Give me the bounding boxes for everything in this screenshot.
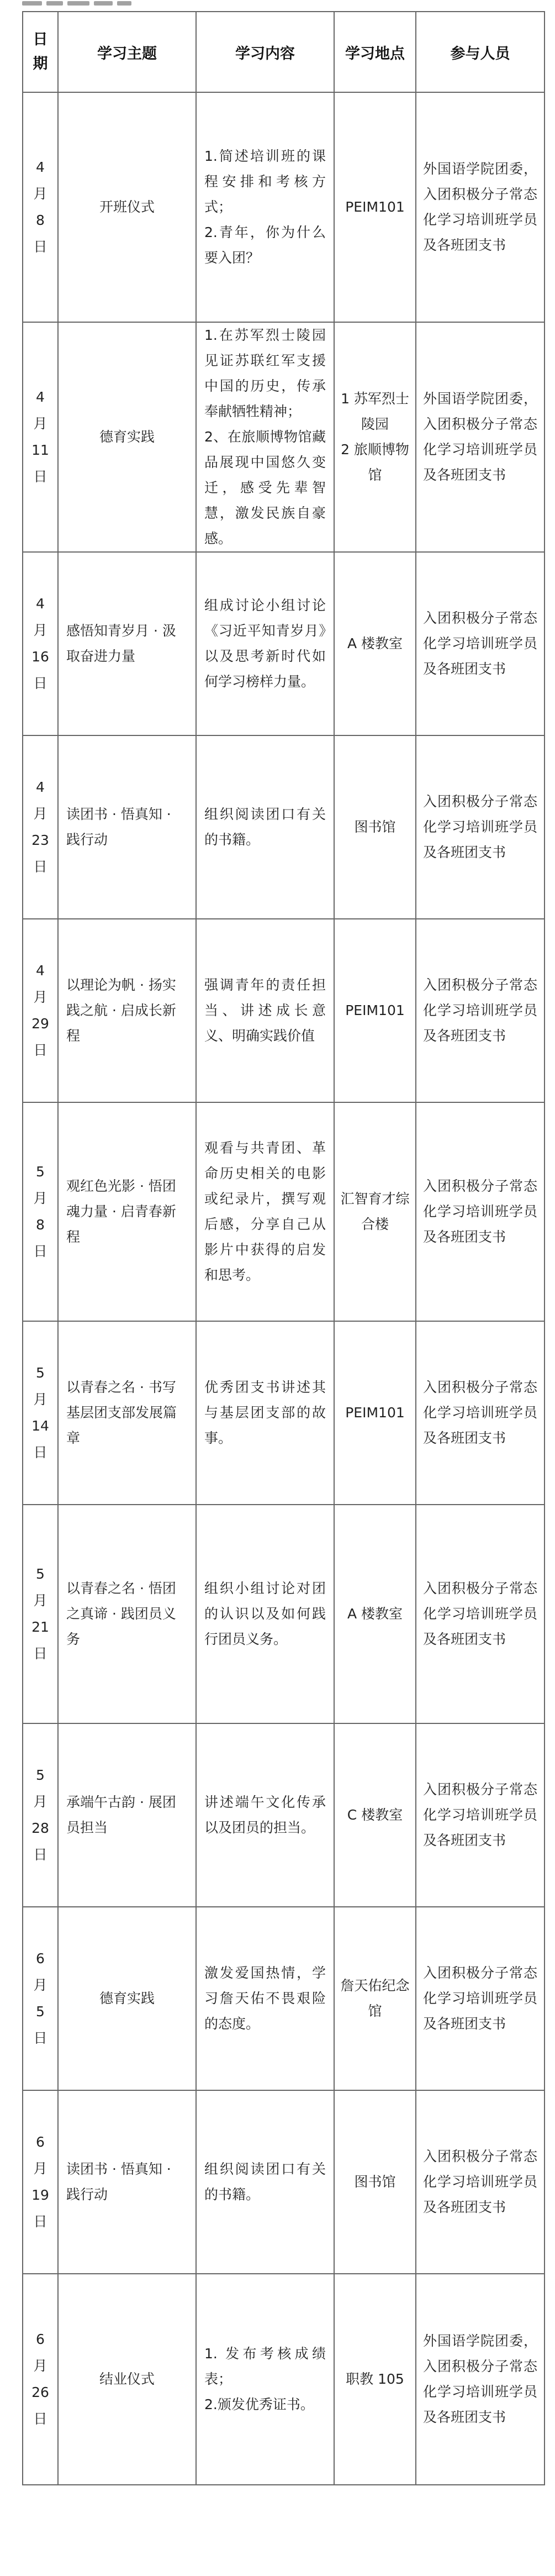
place-cell	[334, 919, 416, 1102]
date-cell	[23, 2274, 58, 2485]
topic-cell	[58, 1321, 196, 1505]
topic-cell-text: 读团书 · 悟真知 · 践行动	[66, 2161, 171, 2202]
date-cell	[23, 735, 58, 919]
content-cell-text: 1.在苏军烈士陵园见证苏联红军支援中国的历史，传承奉献牺牲精神； 2、在旅顺博物馆藏品展现中国悠久变迁，感受先辈智慧，激发民族自豪感。	[204, 327, 326, 546]
place-cell-text: PEIM101	[345, 1002, 405, 1018]
topic-cell	[58, 735, 196, 919]
topic-cell	[58, 1907, 196, 2090]
content-cell-text: 观看与共青团、革命历史相关的电影或纪录片，撰写观后感，分享自己从影片中获得的启发和思考。	[204, 1140, 326, 1283]
date-cell-text: 4 月 29 日	[31, 963, 49, 1058]
people-cell-text: 入团积极分子常态化学习培训班学员及各班团支书	[423, 793, 537, 860]
topic-cell	[58, 2274, 196, 2485]
date-cell-text: 6 月 19 日	[31, 2134, 49, 2230]
topic-cell-text: 以理论为帆 · 扬实践之航 · 启成长新程	[66, 977, 176, 1044]
people-cell	[416, 2274, 545, 2485]
place-cell-text: 职教 105	[346, 2371, 404, 2387]
people-cell-text: 入团积极分子常态化学习培训班学员及各班团支书	[423, 1178, 537, 1245]
content-cell	[196, 552, 334, 735]
place-cell	[334, 322, 416, 552]
place-cell-text: 1 苏军烈士陵园 2 旅顺博物馆	[341, 391, 409, 483]
topic-cell-text: 开班仪式	[99, 199, 155, 215]
place-cell	[334, 1723, 416, 1907]
content-cell	[196, 2274, 334, 2485]
content-cell	[196, 1907, 334, 2090]
people-cell	[416, 552, 545, 735]
schedule-table	[22, 11, 545, 2485]
content-cell	[196, 1723, 334, 1907]
date-cell-text: 4 月 8 日	[33, 159, 47, 255]
date-cell-text: 5 月 8 日	[33, 1164, 47, 1259]
topic-cell	[58, 1723, 196, 1907]
topic-cell	[58, 552, 196, 735]
content-cell	[196, 1505, 334, 1723]
place-cell-text: PEIM101	[345, 199, 405, 215]
table-row	[23, 552, 545, 735]
people-cell	[416, 1102, 545, 1321]
date-cell	[23, 1102, 58, 1321]
topic-cell	[58, 1102, 196, 1321]
topic-cell-text: 德育实践	[99, 429, 155, 445]
content-cell-text: 1.简述培训班的课程安排和考核方式； 2.青年，你为什么要入团？	[204, 148, 326, 266]
place-cell	[334, 1321, 416, 1505]
content-cell	[196, 1102, 334, 1321]
date-cell	[23, 552, 58, 735]
place-cell-text: PEIM101	[345, 1405, 405, 1421]
topic-cell	[58, 2090, 196, 2274]
place-cell	[334, 1505, 416, 1723]
people-cell	[416, 1907, 545, 2090]
place-cell-text: 詹天佑纪念馆	[340, 1978, 410, 2019]
people-cell-text: 入团积极分子常态化学习培训班学员及各班团支书	[423, 1580, 537, 1647]
content-cell-text: 讲述端午文化传承以及团员的担当。	[204, 1794, 326, 1836]
place-cell-text: 图书馆	[354, 2174, 396, 2190]
table-row	[23, 2274, 545, 2485]
header-people: 参与人员	[416, 12, 545, 92]
place-cell	[334, 2090, 416, 2274]
people-cell	[416, 1321, 545, 1505]
topic-cell-text: 以青春之名 · 悟团之真谛 · 践团员义务	[66, 1580, 176, 1647]
topic-cell-text: 读团书 · 悟真知 · 践行动	[66, 806, 171, 848]
topic-cell-text: 以青春之名 · 书写基层团支部发展篇章	[66, 1379, 177, 1446]
people-cell	[416, 322, 545, 552]
place-cell	[334, 552, 416, 735]
topic-cell-text: 结业仪式	[99, 2371, 155, 2387]
content-cell-text: 强调青年的责任担当、讲述成长意义、明确实践价值	[204, 977, 326, 1044]
topic-cell-text: 观红色光影 · 悟团魂力量 · 启青春新程	[66, 1178, 176, 1245]
content-cell-text: 组织小组讨论对团的认识以及如何践行团员义务。	[204, 1580, 326, 1647]
date-cell	[23, 322, 58, 552]
topic-cell	[58, 1505, 196, 1723]
topic-cell-text: 德育实践	[99, 1990, 155, 2006]
date-cell	[23, 1907, 58, 2090]
topic-cell-text: 承端午古韵 · 展团员担当	[66, 1794, 176, 1836]
content-cell	[196, 2090, 334, 2274]
date-cell	[23, 2090, 58, 2274]
table-row	[23, 92, 545, 322]
place-cell-text: A 楼教室	[347, 1606, 403, 1622]
content-cell	[196, 735, 334, 919]
place-cell	[334, 735, 416, 919]
table-row	[23, 1102, 545, 1321]
people-cell-text: 外国语学院团委，入团积极分子常态化学习培训班学员及各班团支书	[423, 2333, 537, 2425]
table-row	[23, 735, 545, 919]
people-cell	[416, 2090, 545, 2274]
header-place: 学习地点	[334, 12, 416, 92]
table-row	[23, 1505, 545, 1723]
header-topic: 学习主题	[58, 12, 196, 92]
people-cell-text: 入团积极分子常态化学习培训班学员及各班团支书	[423, 1781, 537, 1848]
content-cell	[196, 1321, 334, 1505]
people-cell-text: 入团积极分子常态化学习培训班学员及各班团支书	[423, 2148, 537, 2215]
topic-cell	[58, 919, 196, 1102]
topic-cell-text: 感悟知青岁月 · 汲取奋进力量	[66, 623, 176, 664]
table-body	[23, 92, 545, 2485]
people-cell	[416, 919, 545, 1102]
date-cell-text: 5 月 28 日	[31, 1767, 49, 1863]
content-cell	[196, 322, 334, 552]
date-cell-text: 6 月 26 日	[31, 2331, 49, 2427]
topic-cell	[58, 322, 196, 552]
date-cell	[23, 1321, 58, 1505]
people-cell-text: 入团积极分子常态化学习培训班学员及各班团支书	[423, 1965, 537, 2032]
place-cell-text: 汇智育才综合楼	[340, 1191, 410, 1232]
content-cell-text: 组织阅读团口有关的书籍。	[204, 806, 326, 848]
people-cell	[416, 1723, 545, 1907]
date-cell	[23, 919, 58, 1102]
header-date: 日期	[23, 12, 58, 92]
date-cell-text: 5 月 21 日	[31, 1566, 49, 1662]
content-cell-text: 组织阅读团口有关的书籍。	[204, 2161, 326, 2202]
date-cell	[23, 92, 58, 322]
place-cell	[334, 1102, 416, 1321]
topic-cell	[58, 92, 196, 322]
table-row	[23, 1321, 545, 1505]
table-row	[23, 1907, 545, 2090]
content-cell-text: 激发爱国热情，学习詹天佑不畏艰险的态度。	[204, 1965, 326, 2032]
people-cell-text: 入团积极分子常态化学习培训班学员及各班团支书	[423, 977, 537, 1044]
content-cell-text: 优秀团支书讲述其与基层团支部的故事。	[204, 1379, 326, 1446]
table-row	[23, 322, 545, 552]
people-cell-text: 外国语学院团委，入团积极分子常态化学习培训班学员及各班团支书	[423, 161, 537, 253]
date-cell-text: 4 月 23 日	[31, 779, 49, 875]
date-cell-text: 6 月 5 日	[33, 1951, 47, 2046]
place-cell-text: 图书馆	[354, 819, 396, 835]
table-row	[23, 1723, 545, 1907]
content-cell	[196, 919, 334, 1102]
people-cell	[416, 92, 545, 322]
cropped-text-strip	[0, 0, 555, 10]
people-cell	[416, 735, 545, 919]
people-cell-text: 外国语学院团委，入团积极分子常态化学习培训班学员及各班团支书	[423, 391, 537, 483]
date-cell-text: 4 月 11 日	[31, 389, 49, 485]
header-content: 学习内容	[196, 12, 334, 92]
date-cell-text: 5 月 14 日	[31, 1365, 49, 1460]
date-cell-text: 4 月 16 日	[31, 596, 49, 691]
date-cell	[23, 1723, 58, 1907]
content-cell-text: 1. 发布考核成绩表； 2.颁发优秀证书。	[204, 2346, 326, 2412]
place-cell	[334, 92, 416, 322]
header-row	[23, 12, 545, 92]
content-cell-text: 组成讨论小组讨论《习近平知青岁月》以及思考新时代如何学习榜样力量。	[204, 597, 326, 690]
date-cell	[23, 1505, 58, 1723]
table-row	[23, 2090, 545, 2274]
people-cell-text: 入团积极分子常态化学习培训班学员及各班团支书	[423, 610, 537, 677]
place-cell	[334, 2274, 416, 2485]
people-cell-text: 入团积极分子常态化学习培训班学员及各班团支书	[423, 1379, 537, 1446]
people-cell	[416, 1505, 545, 1723]
place-cell-text: C 楼教室	[347, 1807, 403, 1823]
content-cell	[196, 92, 334, 322]
place-cell-text: A 楼教室	[347, 635, 403, 651]
place-cell	[334, 1907, 416, 2090]
table-row	[23, 919, 545, 1102]
